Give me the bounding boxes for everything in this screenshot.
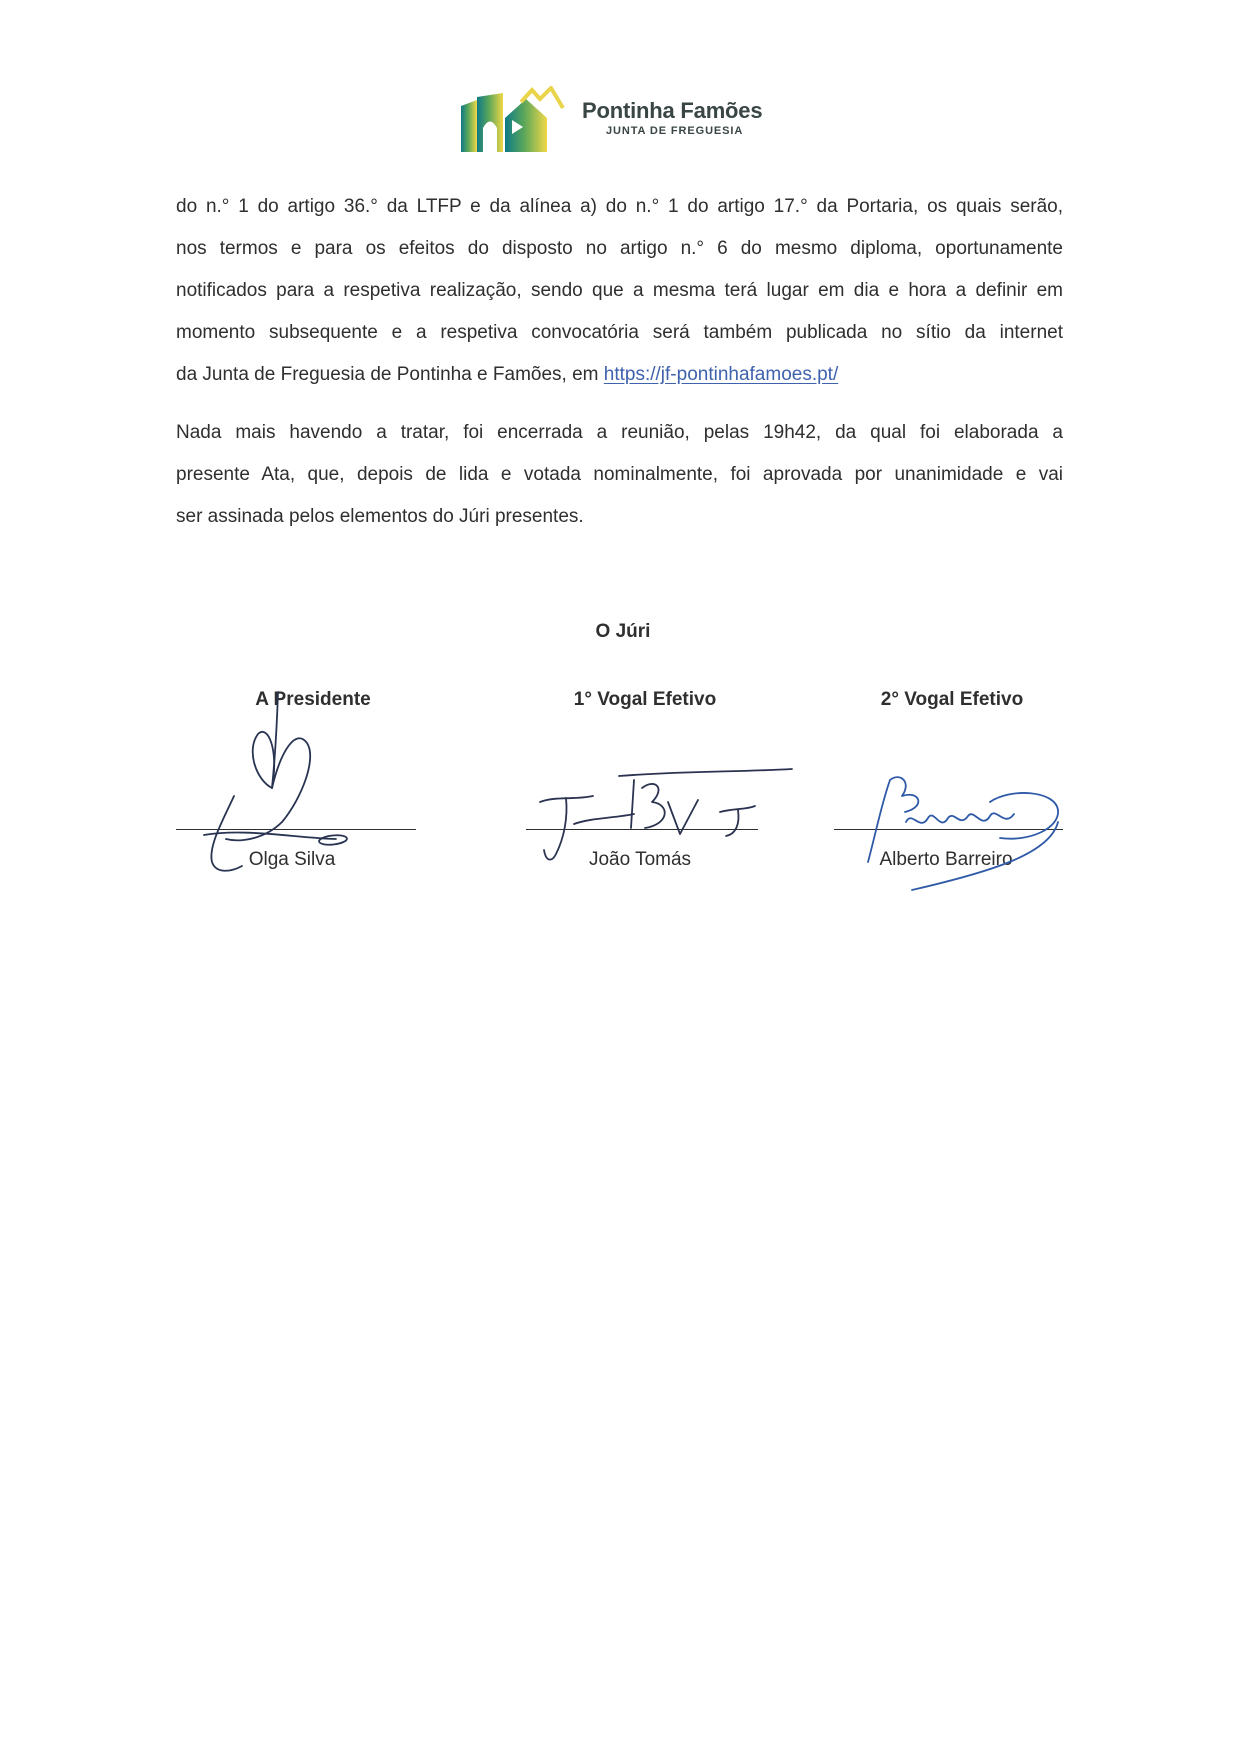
signer-name: João Tomás: [588, 849, 692, 870]
role-first-member: 1° Vogal Efetivo: [573, 689, 717, 710]
logo: [459, 86, 789, 154]
text-line: nos termos e para os efeitos do disposto no artigo n.° 6 do mesmo diploma, oportunamente: [176, 238, 1063, 259]
logo-icon: [459, 86, 565, 152]
signer-name: Olga Silva: [248, 849, 336, 870]
text-line-with-link: [176, 354, 1063, 396]
text-line: notificados para a respetiva realização, sendo que a mesma terá lugar em dia e hora a definir em: [176, 280, 1063, 301]
paragraph-2: [176, 412, 1063, 538]
jury-title: O Júri: [595, 621, 651, 642]
text-line-prefix: da Junta de Freguesia de Pontinha e Famões, em: [176, 364, 604, 385]
signature-line: [526, 829, 758, 830]
paragraph-1: [176, 186, 1063, 396]
text-line: ser assinada pelos elementos do Júri presentes.: [176, 506, 584, 527]
signature-line: [176, 829, 416, 830]
text-line: Nada mais havendo a tratar, foi encerrada a reunião, pelas 19h42, da qual foi elaborada a: [176, 422, 1063, 443]
logo-title: Pontinha Famões: [582, 98, 763, 123]
signature-line: [834, 829, 1063, 830]
text-line: do n.° 1 do artigo 36.° da LTFP e da alínea a) do n.° 1 do artigo 17.° da Portaria, os quais serão,: [176, 196, 1063, 217]
text-line: presente Ata, que, depois de lida e votada nominalmente, foi aprovada por unanimidade e vai: [176, 464, 1063, 485]
role-president: A Presidente: [255, 689, 371, 710]
role-second-member: 2° Vogal Efetivo: [880, 689, 1024, 710]
logo-subtitle: JUNTA DE FREGUESIA: [606, 125, 744, 137]
text-line: momento subsequente e a respetiva convocatória será também publicada no sítio da internet: [176, 322, 1063, 343]
website-link[interactable]: https://jf-pontinhafamoes.pt/: [603, 364, 839, 385]
signer-name: Alberto Barreiro: [879, 849, 1013, 870]
